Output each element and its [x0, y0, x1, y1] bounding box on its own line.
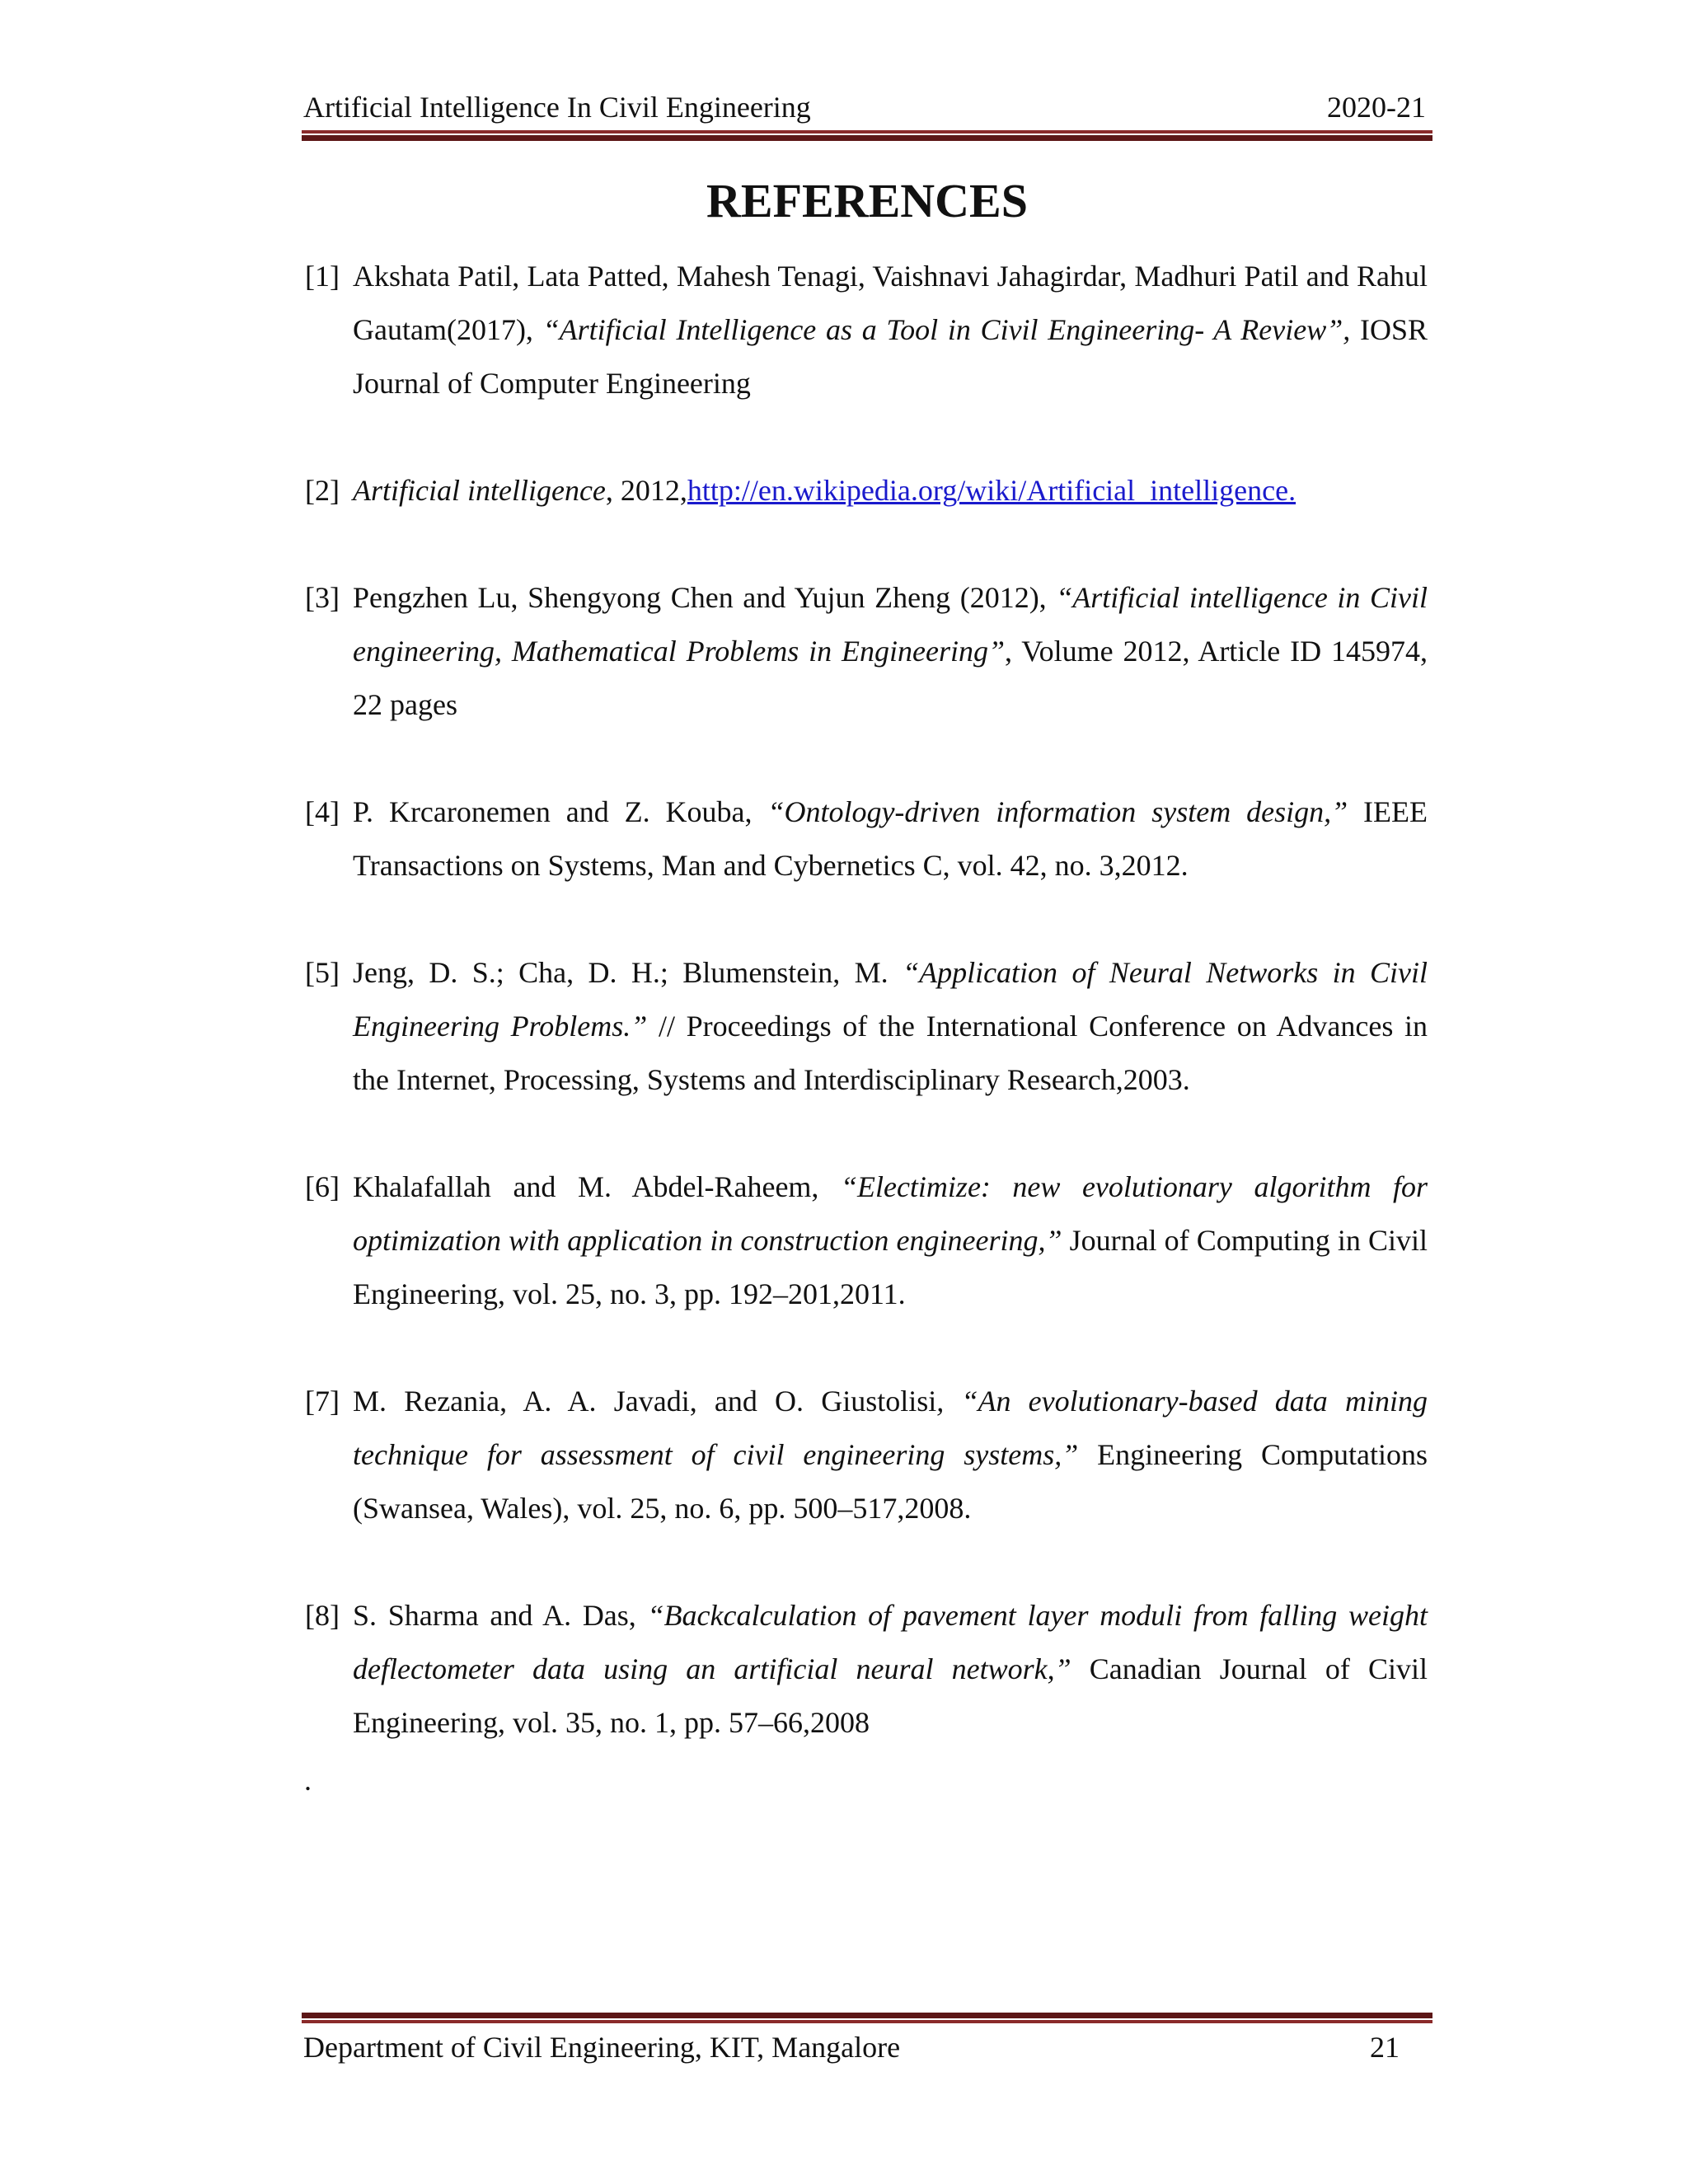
reference-number: [2] — [305, 474, 340, 507]
reference-source: , Volume 2012, Article ID 145974, 22 pages — [353, 635, 1428, 721]
reference-title: “Application of Neural Networks in Civil Engineering Problems.” — [353, 956, 1428, 1043]
page-footer — [303, 2029, 1400, 2065]
reference-item — [305, 785, 1428, 893]
reference-item — [305, 464, 1428, 518]
reference-source: Engineering Computations (Swansea, Wales), vol. 25, no. 6, pp. 500–517,2008. — [353, 1438, 1428, 1525]
footer-rule — [302, 2013, 1432, 2023]
reference-authors: Akshata Patil, Lata Patted, Mahesh Tenagi, Vaishnavi Jahagirdar, Madhuri Patil and Rahul Gautam(2017), — [353, 260, 1428, 346]
header-year: 2020-21 — [1327, 91, 1426, 124]
footer-department: Department of Civil Engineering, KIT, Mangalore — [303, 2031, 901, 2064]
reference-number: [3] — [305, 581, 340, 614]
reference-title: “Backcalculation of pavement layer moduli from falling weight deflectometer data using an artificial neural network,” — [353, 1599, 1428, 1685]
header-rule — [302, 130, 1432, 141]
reference-authors: Khalafallah and M. Abdel-Raheem, — [353, 1170, 841, 1203]
reference-source: IEEE Transactions on Systems, Man and Cybernetics C, vol. 42, no. 3,2012. — [353, 795, 1428, 882]
reference-item — [305, 946, 1428, 1107]
footer-rule-thin — [302, 2020, 1432, 2023]
reference-authors: P. Krcaronemen and Z. Kouba, — [353, 795, 768, 828]
reference-list — [305, 250, 1428, 1803]
header-title: Artificial Intelligence In Civil Engineering — [303, 91, 811, 124]
trailing-dot: . — [304, 1764, 312, 1797]
reference-authors: M. Rezania, A. A. Javadi, and O. Giustolisi — [353, 1385, 937, 1418]
reference-number: [5] — [305, 956, 340, 989]
reference-title: “Electimize: new evolutionary algorithm for optimization with application in construction engineering,” — [353, 1170, 1428, 1257]
reference-source: Journal of Computing in Civil Engineering, vol. 25, no. 3, pp. 192–201,2011. — [353, 1224, 1428, 1310]
reference-authors: Pengzhen Lu, Shengyong Chen and Yujun Zheng (2012), — [353, 581, 1057, 614]
reference-number: [1] — [305, 260, 340, 293]
reference-number: [6] — [305, 1170, 340, 1203]
header-rule-thick — [302, 135, 1432, 141]
reference-source: Canadian Journal of Civil Engineering, vol. 35, no. 1, pp. 57–66,2008 — [353, 1652, 1428, 1739]
reference-item — [305, 571, 1428, 732]
footer-rule-thick — [302, 2013, 1432, 2018]
reference-link[interactable]: http://en.wikipedia.org/wiki/Artificial_intelligence. — [687, 474, 1296, 507]
reference-number: [8] — [305, 1599, 340, 1632]
reference-item — [305, 1160, 1428, 1321]
reference-source: , 2012, — [605, 474, 687, 507]
reference-title: Artificial intelligence — [353, 474, 606, 507]
reference-item — [305, 1375, 1428, 1535]
page-header — [303, 89, 1432, 125]
header-rule-thin — [302, 130, 1432, 134]
reference-title: , “An evolutionary-based data mining technique for assessment of civil engineering systems,” — [353, 1385, 1428, 1471]
reference-item — [305, 250, 1428, 410]
page-title: REFERENCES — [706, 174, 1028, 227]
reference-title: “Ontology-driven information system design,” — [767, 795, 1348, 828]
reference-source: IOSR Journal of Computer Engineering — [353, 313, 1428, 400]
page-number: 21 — [1370, 2031, 1400, 2064]
reference-number: [7] — [305, 1385, 340, 1418]
reference-number: [4] — [305, 795, 340, 828]
reference-item — [305, 1589, 1428, 1750]
reference-title: “Artificial intelligence in Civil engineering, Mathematical Problems in Engineering” — [353, 581, 1428, 668]
reference-authors: Jeng, D. S.; Cha, D. H.; Blumenstein, M. — [353, 956, 903, 989]
reference-source: // Proceedings of the International Conference on Advances in the Internet, Processing, Systems and Interdisciplinary Research,2003. — [353, 1010, 1428, 1096]
reference-title: “Artificial Intelligence as a Tool in Civil Engineering- A Review”, — [542, 313, 1351, 346]
reference-authors: S. Sharma and A. Das, — [353, 1599, 648, 1632]
